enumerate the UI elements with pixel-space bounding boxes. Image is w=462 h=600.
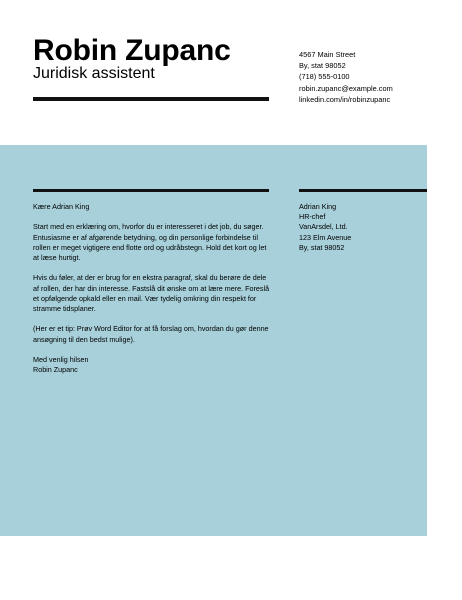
sender-job-title: Juridisk assistent	[33, 65, 155, 82]
letter-closing: Med venlig hilsen	[33, 354, 89, 364]
header-divider	[33, 97, 269, 101]
contact-linkedin: linkedin.com/in/robinzupanc	[299, 94, 391, 104]
contact-city: By, stat 98052	[299, 61, 346, 71]
letter-body	[33, 202, 273, 375]
recipient-street: 123 Elm Avenue	[299, 232, 352, 242]
recipient-title: HR-chef	[299, 212, 326, 222]
letter-divider-right	[299, 189, 427, 192]
letter-salutation: Kære Adrian King	[33, 202, 90, 211]
letter-paragraph: Hvis du føler, at der er brug for en ekstra paragraf, skal du berøre de dele af rollen, der har din interesse. Fastslå dit ønske om at lære mere. Foreslå et opfølgende opkald eller en mail. Vær tydelig omkring din respekt for stramme tidsplaner.	[33, 273, 270, 313]
contact-info	[299, 49, 393, 105]
letter-paragraph: (Her er et tip: Prøv Word Editor for at få forslag om, hvordan du gør denne ansøgning til den bedst mulige).	[33, 324, 269, 344]
contact-email: robin.zupanc@example.com	[299, 83, 393, 93]
recipient-company: VanArsdel, Ltd.	[299, 222, 348, 232]
recipient-name: Adrian King	[299, 202, 337, 211]
recipient-info	[299, 202, 351, 253]
letter-divider-left	[33, 189, 269, 192]
contact-street: 4567 Main Street	[299, 50, 356, 59]
letter-paragraph: Start med en erklæring om, hvorfor du er interesseret i det job, du søger. Entusiasme er af afgørende betydning, og din personlige forbindelse til rollen er meget vigtigere end flotte ord og udråbstegn. Hold det kort og let at læse hurtigt.	[33, 222, 267, 262]
sender-name: Robin Zupanc	[33, 34, 231, 67]
letter-signature: Robin Zupanc	[33, 365, 78, 375]
contact-phone: (718) 555-0100	[299, 72, 350, 82]
recipient-city: By, stat 98052	[299, 242, 345, 252]
